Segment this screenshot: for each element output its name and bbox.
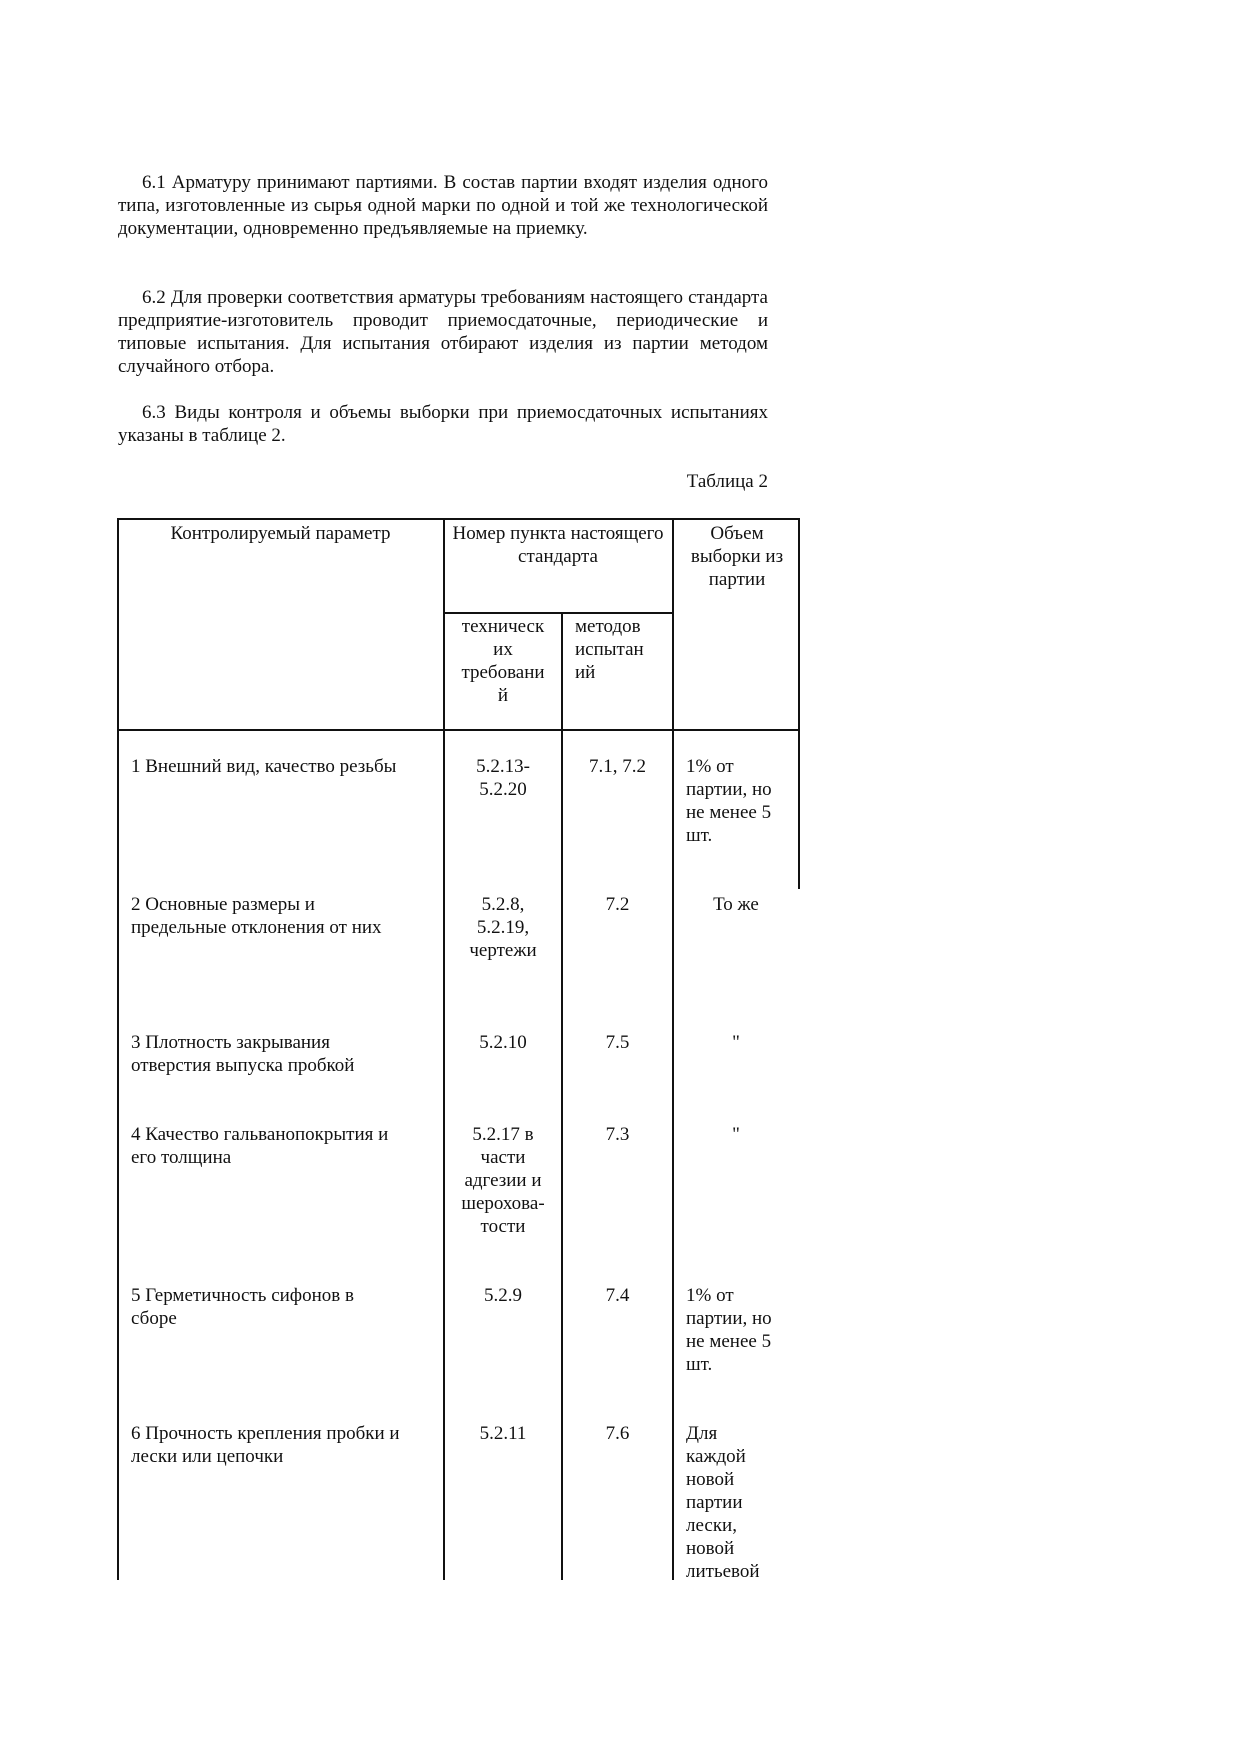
row-6-methods: 7.6 — [605, 1423, 630, 1444]
header-subdivider — [443, 612, 673, 614]
row-2-sample: То же — [713, 894, 759, 915]
row-4-param: 4 Качество гальванопокрытия и его толщина — [131, 1124, 389, 1168]
table-left-border — [117, 518, 119, 1580]
row-3-methods: 7.5 — [605, 1032, 630, 1053]
row-4-sample: " — [732, 1124, 740, 1145]
row-2-param: 2 Основные размеры и предельные отклонения от них — [131, 894, 382, 938]
row-3-tech: 5.2.10 — [479, 1032, 527, 1053]
row-5-tech: 5.2.9 — [484, 1285, 522, 1306]
table-top-border — [117, 518, 799, 520]
paragraph-6-1: 6.1 Арматуру принимают партиями. В состав партии входят изделия одного типа, изготовленные из сырья одной марки по одной и той же технологической документации, одновременно предъявляемые на приемку. — [118, 172, 768, 239]
row-4-tech: 5.2.17 в части адгезии и шерохова- тости — [461, 1124, 545, 1237]
row-5-param: 5 Герметичность сифонов в сборе — [131, 1285, 354, 1329]
paragraph-6-3: 6.3 Виды контроля и объемы выборки при приемосдаточных испытаниях указаны в таблице 2. — [118, 402, 768, 446]
row-6-sample: Для каждой новой партии лески, новой литьевой — [686, 1423, 760, 1582]
row-1-tech: 5.2.13- 5.2.20 — [476, 756, 530, 800]
row-5-sample: 1% от партии, но не менее 5 шт. — [686, 1285, 772, 1375]
row-6-tech: 5.2.11 — [479, 1423, 527, 1444]
row-6-param: 6 Прочность крепления пробки и лески или цепочки — [131, 1423, 400, 1467]
header-tech: техническ их требовани й — [461, 616, 545, 706]
table-caption: Таблица 2 — [686, 471, 768, 492]
header-param: Контролируемый параметр — [170, 523, 391, 544]
row-2-methods: 7.2 — [605, 894, 630, 915]
row-1-sample: 1% от партии, но не менее 5 шт. — [686, 756, 772, 846]
header-bottom-border — [117, 729, 799, 731]
header-methods: методов испытан ий — [575, 616, 644, 683]
header-clause-group: Номер пункта настоящего стандарта — [452, 523, 664, 567]
table-2 — [117, 518, 799, 1580]
header-sample: Объем выборки из партии — [690, 523, 784, 590]
paragraph-6-2: 6.2 Для проверки соответствия арматуры требованиям настоящего стандарта предприятие-изготовитель проводит приемосдаточные, периодические и типовые испытания. Для испытания отбирают изделия из партии методом случайного отбора. — [118, 287, 768, 377]
row-4-methods: 7.3 — [605, 1124, 630, 1145]
row-3-sample: " — [732, 1032, 740, 1053]
row-3-param: 3 Плотность закрывания отверстия выпуска пробкой — [131, 1032, 355, 1076]
row-5-methods: 7.4 — [605, 1285, 630, 1306]
row-1-param: 1 Внешний вид, качество резьбы — [131, 756, 397, 777]
row-1-methods: 7.1, 7.2 — [589, 756, 646, 777]
row-2-tech: 5.2.8, 5.2.19, чертежи — [469, 894, 537, 961]
